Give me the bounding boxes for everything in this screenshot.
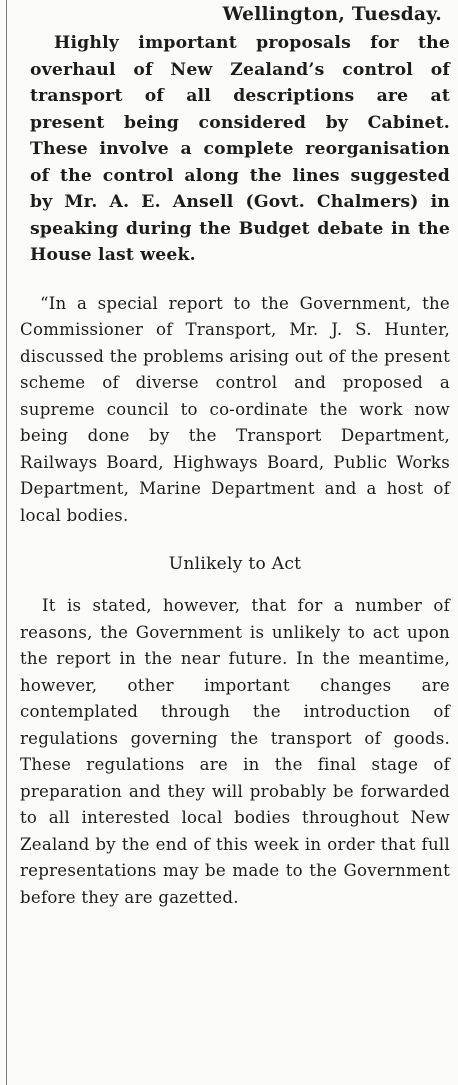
lead-paragraph: Highly important proposals for the overhaul of New Zealand’s control of transport of all descriptions are at present being considered by Cabinet. These involve a complete reorganisation of the control along the lines suggested by Mr. A. E. Ansell (Govt. Chalmers) in speaking during the Budget debate in the House last week. — [30, 33, 450, 265]
body-paragraph: “In a special report to the Government, the Commissioner of Transport, Mr. J. S. Hunter, discussed the problems arising out of the present scheme of diverse control and proposed a supreme council to co-ordinate the work now being done by the Transport Department, Railways Board, Highways Board, Public Works Department, Marine Department and a host of local bodies. — [20, 293, 450, 525]
subheading: Unlikely to Act — [168, 554, 302, 574]
article-column — [20, 2, 450, 911]
column-rule — [6, 0, 7, 1085]
body-paragraph: It is stated, however, that for a number of reasons, the Government is unlikely to act upon the report in the near future. In the meantime, however, other important changes are contemplated through the introduction of regulations governing the transport of goods. These regulations are in the final stage of preparation and they will probably be forwarded to all interested local bodies throughout New Zealand by the end of this week in order that full representations may be made to the Government before they are gazetted. — [20, 596, 450, 907]
dateline: Wellington, Tuesday. — [222, 4, 442, 25]
